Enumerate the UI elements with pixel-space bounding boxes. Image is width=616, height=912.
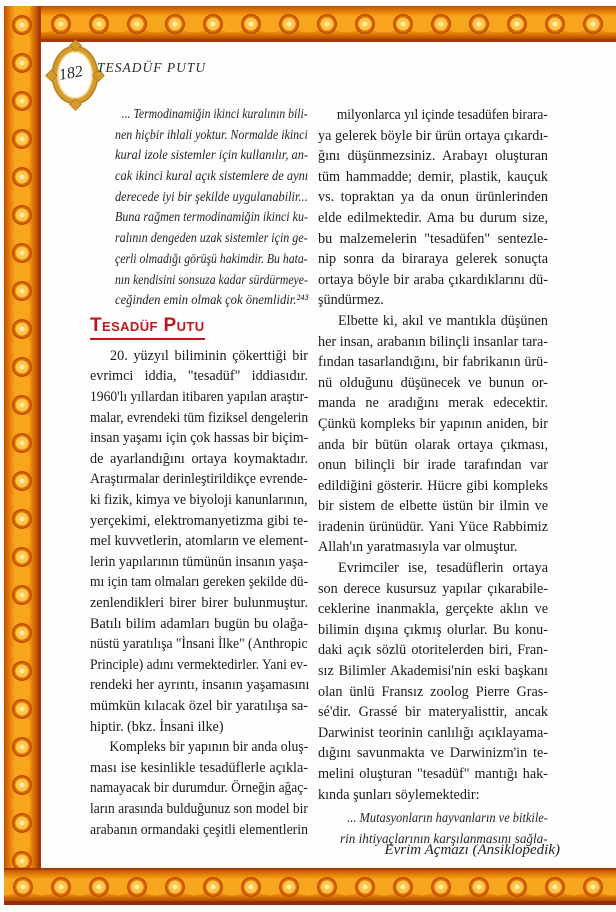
thermodynamics-quote: ... Termodinamiğin ikinci kuralının bili- nen hiçbir ihlali yoktur. Normalde ikinci kural izole sistemler için kullanılır, an- cak ikinci kural açık sistemlere de aynı derecede iyi bir şekilde uygulanabilir... Buna rağmen termodinamiğin ikinci ku- ralının dengeden uzak sistemler için ge- çerli olmadığı görüşü hakimdir. Bu hata- nın kendisini sonsuza kadar sürdürmeye- ceğinden emin olmak çok önemlidir.²⁴³ — [115, 107, 309, 309]
book-title-footer: Evrim Açmazı (Ansiklopedik) — [384, 842, 560, 858]
page-number: 182 — [57, 63, 85, 84]
frame-left-border — [4, 6, 41, 905]
page-number-medallion — [53, 47, 97, 103]
medallion-stud-top-icon — [70, 41, 80, 51]
paragraph: Elbette ki, akıl ve mantıkla düşünen her insan, arabanın bilinçli insanlar tara- fından tasarlandığını, bir fabrikanın ürü- nü olduğunu düşünecek ve bunun or- manda ne aradığını merak edecektir. Çünkü kompleks bir yapının aniden, bir anda bir bütün olarak ortaya çıkması, onun bilinçli bir irade tarafından var edildiğini gösterir. Hücre gibi kompleks bir sistem de elbette üstün bir ilmin ve iradenin ürünüdür. Yani Yüce Rabbimiz Allah'ın yaratmasıyla var olmuştur. — [318, 312, 548, 556]
paragraph: milyonlarca yıl içinde tesadüfen birara- ya gelerek böyle bir ürün ortaya çıkardı- ğını düşünmezsiniz. Arabayı oluşturan tüm hammadde; demir, plastik, kauçuk vs. topraktan ya da onun ürünlerinden elde edilmektedir. Ama bu durum size, bu malzemelerin "tesadüfen" sentezle- nip sonra da biraraya gelerek sonuçta ortaya böyle bir araba çıkardıklarını dü- şündürmez. — [318, 107, 548, 309]
right-column — [318, 105, 548, 851]
section-heading: Tesadüf Putu — [90, 315, 205, 340]
frame-bottom-border — [4, 868, 616, 905]
medallion-stud-bottom-icon — [70, 100, 80, 110]
frame-top-border — [4, 6, 616, 42]
running-header: TESADÜF PUTU — [97, 60, 207, 75]
paragraph: Evrimciler ise, tesadüflerin ortaya son derece kusursuz yapılar çıkarabile- ceklerine inanmakla, gerçekte aklın ve bilimin dışına çıkmış olurlar. Bu konu- daki açık sözlü otoritelerden biri, Fran- sız Bilimler Akademisi'nin eski başkanı olan ünlü Fransız zoolog Pierre Gras- sé'dir. Grassé bir materyalisttir, ancak Darwinist teorinin canlılığı açıklayama- dığını savunmakta ve Darwinizm'in te- melini oluşturan "tesadüf" mantığı hak- kında şunları söylemektedir: — [318, 560, 548, 803]
mutations-quote: ... Mutasyonların hayvanların ve bitkile- rin ihtiyaçlarının karşılanmasını sağla- — [340, 811, 548, 847]
paragraph: 20. yüzyıl biliminin çökerttiği bir evrimci iddia, "tesadüf" iddiasıdır. 1960'lı yıllardan itibaren yapılan araştır- malar, evrendeki tüm fiziksel dengelerin insan yaşamı için çok hassas bir biçim- de ayarlandığını ortaya koymaktadır. Araştırmalar derinleştirildikçe evrende- ki fizik, kimya ve biyoloji kanunlarının, yerçekimi, elektromanyetizma gibi te- mel kuvvetlerin, atomların ve element- lerin yapılarının tümünün insanın yaşa- mı için tam olmaları gereken şekilde dü- zenlendikleri birer birer bulunmuştur. Batılı bilim adamları bugün bu olağa- nüstü yaratılışa "İnsani İlke" (Anthropic Principle) adını vermektedirler. Yani ev- rendeki her ayrıntı, insanın yaşamasını mümkün kılacak özel bir yaratılışa sa- hiptir. (bkz. İnsani ilke) — [90, 347, 310, 735]
paragraph: Kompleks bir yapının bir anda oluş- ması ise kesinlikle tesadüflerle açıkla- namayacak bir durumdur. Örneğin ağaç- ların arasında bulduğunuz son model bir arabanın ormandaki çeşitli elementlerin — [90, 739, 309, 838]
section-heading-wrap — [90, 315, 308, 340]
left-column — [90, 105, 308, 840]
